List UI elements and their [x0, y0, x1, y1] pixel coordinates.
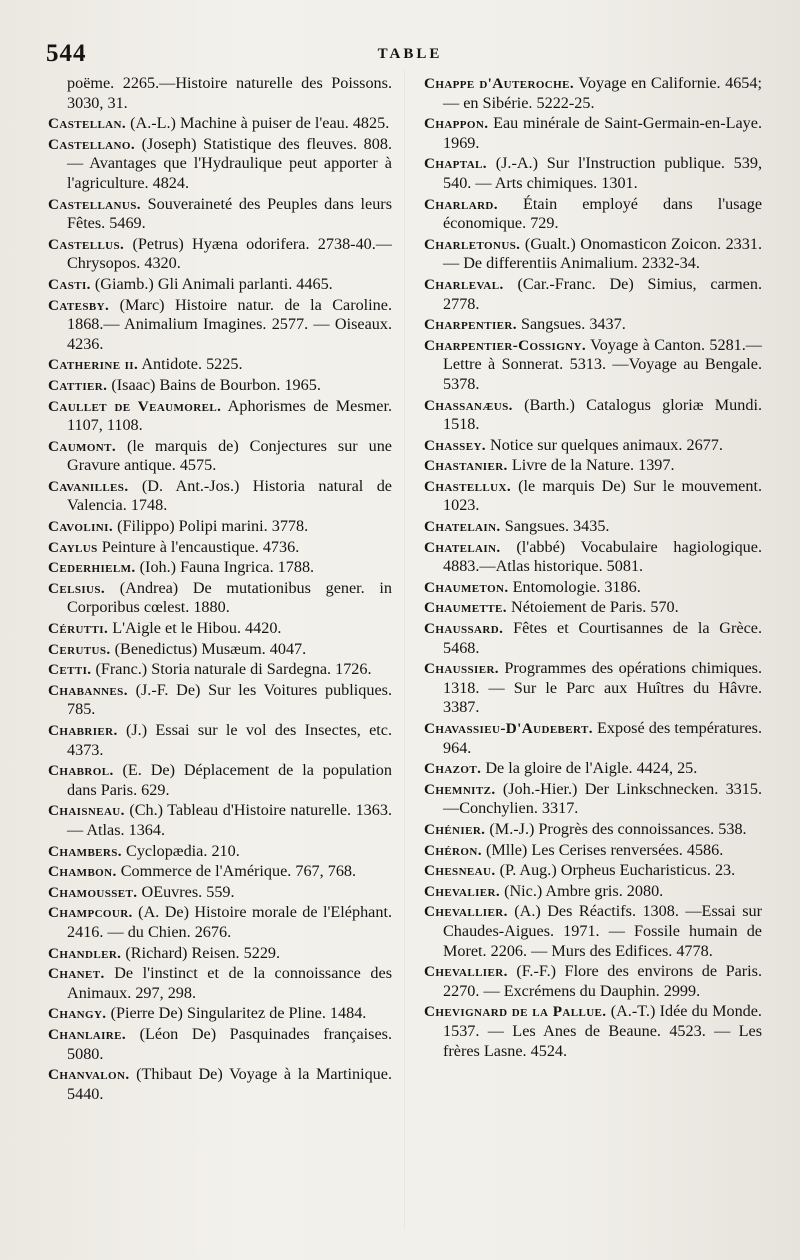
entry-author: Chanvalon. [48, 1066, 130, 1084]
entry-text: (Ch.) Tableau d'Histoire naturelle. 1363. — Atlas. 1364. [67, 801, 392, 839]
index-entry [424, 759, 762, 779]
index-entry [424, 195, 762, 234]
index-entry [48, 842, 392, 862]
entry-author: Chambon. [48, 863, 117, 881]
entry-text: Peinture à l'encaustique. 4736. [97, 537, 300, 556]
index-entry [48, 640, 392, 660]
entry-text: Étain employé dans l'usage économique. 729. [443, 194, 762, 233]
entry-author: Castellano. [48, 135, 136, 153]
entry-text: poëme. 2265.—Histoire naturelle des Poissons. 3030, 31. [67, 74, 392, 112]
entry-author: Chaisneau. [48, 802, 125, 820]
entry-text: Fêtes et Courtisannes de la Grèce. 5468. [443, 619, 762, 657]
index-entry [48, 1004, 392, 1024]
entry-text: Antidote. 5225. [138, 355, 243, 374]
index-entry [424, 719, 762, 758]
index-entry [48, 355, 392, 375]
index-entry [48, 579, 392, 618]
entry-text: OEuvres. 559. [137, 882, 235, 901]
entry-text: (D. Ant.-Jos.) Historia natural de Valencia. 1748. [67, 476, 392, 515]
index-entry [424, 598, 762, 618]
index-entry [48, 964, 392, 1003]
entry-text: Voyage en Californie. 4654; — en Sibérie. 5222-25. [443, 74, 762, 112]
index-entry [48, 883, 392, 903]
entry-author: Celsius. [48, 579, 106, 597]
index-entry [424, 154, 762, 193]
entry-author: Castellanus. [48, 195, 141, 213]
index-entry [424, 780, 762, 819]
entry-author: Castellus. [48, 235, 125, 253]
index-entry [424, 114, 762, 153]
entry-author: Chanet. [48, 965, 105, 983]
entry-text: (P. Aug.) Orpheus Eucharisticus. 23. [495, 861, 736, 880]
index-entry [424, 315, 762, 335]
entry-author: Chaumette. [424, 599, 507, 617]
index-entry [424, 861, 762, 881]
index-entry [424, 235, 762, 274]
index-entry [48, 1025, 392, 1064]
entry-text: (Benedictus) Musæum. 4047. [110, 639, 307, 658]
entry-text: (J.) Essai sur le vol des Insectes, etc. 4373. [67, 721, 392, 759]
index-entry [424, 275, 762, 314]
entry-text: (Marc) Histoire natur. de la Caroline. 1868.— Animalium Imagines. 2577. — Oiseaux. 4236. [67, 295, 392, 353]
entry-text: Sangsues. 3437. [516, 315, 626, 334]
entry-text: (A.-T.) Idée du Monde. 1537. — Les Anes de Beaune. 4523. — Les frères Lasne. 4524. [443, 1002, 762, 1060]
index-entry [424, 659, 762, 718]
entry-text: (Ioh.) Fauna Ingrica. 1788. [135, 558, 315, 577]
entry-text: (Car.-Franc. De) Simius, carmen. 2778. [443, 274, 762, 313]
entry-text: L'Aigle et le Hibou. 4420. [108, 619, 282, 638]
entry-text: (Filippo) Polipi marini. 3778. [113, 517, 309, 536]
entry-text: (Giamb.) Gli Animali parlanti. 4465. [90, 274, 333, 293]
entry-author: Chevallier. [424, 903, 508, 921]
index-entry [48, 135, 392, 194]
entry-text: (F.-F.) Flore des environs de Paris. 2270. — Excrémens du Dauphin. 2999. [443, 962, 762, 1000]
index-entry [48, 376, 392, 396]
index-entry [48, 397, 392, 436]
index-entry [424, 578, 762, 598]
entry-author: Chatelain. [424, 538, 501, 556]
entry-text: De la gloire de l'Aigle. 4424, 25. [481, 759, 698, 778]
entry-author: Chassanæus. [424, 396, 513, 414]
entry-text: Entomologie. 3186. [508, 577, 641, 596]
entry-author: Cavolini. [48, 518, 114, 536]
index-entry [424, 962, 762, 1001]
entry-text: (Léon De) Pasquinades françaises. 5080. [67, 1024, 392, 1063]
index-entry [424, 456, 762, 476]
entry-text: (A. De) Histoire morale de l'Eléphant. 2416. — du Chien. 2676. [67, 903, 392, 941]
entry-text: Cyclopædia. 210. [121, 841, 240, 860]
entry-text: (le marquis De) Sur le mouvement. 1023. [443, 476, 762, 515]
entry-text: (Joseph) Statistique des fleuves. 808. — Avantages que l'Hydraulique peut apporter à l'agriculture. 4824. [67, 134, 392, 192]
entry-author: Cérutti. [48, 620, 109, 638]
entry-author: Chabrier. [48, 722, 118, 739]
index-entry [424, 396, 762, 435]
entry-author: Chevignard de la Pallue. [424, 1003, 607, 1021]
entry-text: Exposé des températures. 964. [443, 719, 762, 757]
entry-author: Chambers. [48, 842, 122, 860]
entry-text: De l'instinct et de la connoissance des Animaux. 297, 298. [67, 964, 392, 1002]
index-entry [48, 296, 392, 355]
entry-text: Eau minérale de Saint-Germain-en-Laye. 1969. [443, 114, 762, 152]
entry-text: (Franc.) Storia naturale di Sardegna. 1726. [91, 660, 372, 679]
entry-text: (J.-A.) Sur l'Instruction publique. 539, 540. — Arts chimiques. 1301. [443, 154, 762, 192]
entry-author: Chanlaire. [48, 1025, 127, 1043]
entry-author: Caullet de Veaumorel. [48, 397, 222, 415]
entry-text: Nétoiement de Paris. 570. [506, 598, 679, 617]
entry-author: Chemnitz. [424, 780, 496, 798]
entry-author: Castellan. [48, 115, 127, 133]
entry-author: Chavassieu-D'Audebert. [424, 720, 593, 737]
index-entry [48, 538, 392, 558]
index-entry [48, 761, 392, 800]
entry-author: Chandler. [48, 944, 122, 962]
index-entry [48, 862, 392, 882]
index-entry [48, 437, 392, 476]
entry-author: Chesneau. [424, 862, 496, 880]
entry-text: (Gualt.) Onomasticon Zoicon. 2331. — De differentiis Animalium. 2332-34. [443, 234, 762, 273]
index-entry [424, 902, 762, 961]
entry-author: Chaumeton. [424, 578, 509, 596]
entry-author: Cavanilles. [48, 477, 129, 495]
entry-text: (Pierre De) Singularitez de Pline. 1484. [106, 1004, 367, 1023]
entry-author: Chazot. [424, 760, 482, 778]
page-header [40, 40, 780, 76]
entry-text: Souveraineté des Peuples dans leurs Fêtes. 5469. [67, 194, 392, 233]
entry-author: Catesby. [48, 296, 110, 314]
entry-author: Champcour. [48, 904, 133, 922]
entry-author: Cederhielm. [48, 559, 136, 577]
index-entry [48, 275, 392, 295]
index-entry [424, 841, 762, 861]
index-entry [48, 74, 392, 113]
index-entry [424, 882, 762, 902]
index-entry [48, 619, 392, 639]
entry-text: (Richard) Reisen. 5229. [121, 943, 281, 962]
entry-author: Cattier. [48, 376, 108, 394]
entry-text: (le marquis de) Conjectures sur une Gravure antique. 4575. [67, 436, 392, 475]
entry-text: (l'abbé) Vocabulaire hagiologique. 4883.—Atlas historique. 5081. [443, 537, 762, 576]
entry-text: (Mlle) Les Cerises renversées. 4586. [481, 840, 724, 859]
entry-author: Chastellux. [424, 477, 512, 495]
entry-author: Charlard. [424, 195, 498, 213]
column-gutter [404, 70, 405, 1230]
entry-text: (A.) Des Réactifs. 1308. —Essai sur Chaudes-Aigues. 1971. — Fossile humain de Moret. 2206. — Murs des Edifices. 4778. [443, 902, 762, 960]
entry-author: Chaussier. [424, 660, 500, 678]
index-entry [424, 517, 762, 537]
entry-author: Chéron. [424, 841, 482, 859]
entry-author: Chatelain. [424, 518, 501, 536]
entry-text: Commerce de l'Amérique. 767, 768. [116, 862, 357, 881]
entry-text: (M.-J.) Progrès des connoissances. 538. [485, 819, 747, 838]
entry-author: Caylus [48, 538, 98, 556]
entry-author: Charpentier-Cossigny. [424, 336, 587, 354]
entry-text: Aphorismes de Mesmer. 1107, 1108. [67, 396, 392, 435]
entry-author: Cetti. [48, 661, 92, 679]
entry-text: Voyage à Canton. 5281.—Lettre à Sonnerat. 5313. —Voyage au Bengale. 5378. [443, 335, 762, 393]
entry-text: Notice sur quelques animaux. 2677. [485, 435, 723, 454]
index-entry [48, 681, 392, 720]
entry-author: Chaussard. [424, 620, 504, 638]
index-entry [48, 1065, 392, 1104]
index-column-left [48, 74, 392, 1105]
index-entry [48, 195, 392, 234]
entry-author: Chamousset. [48, 883, 138, 901]
index-entry [424, 74, 762, 113]
entry-text: Livre de la Nature. 1397. [507, 456, 675, 475]
index-entry [424, 820, 762, 840]
entry-text: (J.-F. De) Sur les Voitures publiques. 785. [67, 680, 392, 719]
entry-author: Catherine ii. [48, 356, 139, 374]
entry-author: Chénier. [424, 820, 486, 838]
index-entry [424, 619, 762, 658]
entry-author: Chassey. [424, 436, 486, 454]
page-number: 544 [46, 40, 87, 67]
index-entry [48, 903, 392, 942]
entry-author: Charleval. [424, 275, 504, 293]
index-column-right [424, 74, 762, 1062]
index-entry [424, 336, 762, 395]
entry-author: Charpentier. [424, 316, 517, 334]
entry-author: Chevalier. [424, 882, 501, 900]
entry-author: Chappe d'Auteroche. [424, 75, 575, 92]
index-entry [48, 477, 392, 516]
entry-author: Chaptal. [424, 155, 487, 173]
entry-author: Chabannes. [48, 681, 128, 699]
index-entry [424, 477, 762, 516]
entry-text: (E. De) Déplacement de la population dans Paris. 629. [67, 761, 392, 799]
entry-text: (Petrus) Hyæna odorifera. 2738-40.—Chrysopos. 4320. [67, 234, 392, 273]
index-entry [48, 114, 392, 134]
entry-author: Caumont. [48, 437, 117, 455]
index-entry [424, 436, 762, 456]
index-entry [48, 235, 392, 274]
index-entry [48, 721, 392, 760]
index-entry [48, 660, 392, 680]
index-entry [48, 558, 392, 578]
entry-text: (Thibaut De) Voyage à la Martinique. 5440. [67, 1065, 392, 1103]
entry-author: Chabrol. [48, 762, 114, 780]
entry-author: Changy. [48, 1005, 107, 1023]
entry-text: (Nic.) Ambre gris. 2080. [500, 881, 664, 900]
entry-text: (Andrea) De mutationibus gener. in Corporibus cœlest. 1880. [67, 578, 392, 617]
index-entry [424, 538, 762, 577]
entry-text: (A.-L.) Machine à puiser de l'eau. 4825. [126, 114, 390, 133]
entry-author: Chevallier. [424, 963, 508, 981]
entry-author: Chastanier. [424, 457, 508, 475]
entry-text: (Isaac) Bains de Bourbon. 1965. [107, 375, 321, 394]
running-title: TABLE [377, 46, 443, 62]
entry-text: (Barth.) Catalogus gloriæ Mundi. 1518. [443, 395, 762, 434]
index-entry [48, 944, 392, 964]
entry-author: Cerutus. [48, 640, 111, 658]
entry-author: Charletonus. [424, 235, 521, 253]
entry-text: Sangsues. 3435. [500, 517, 610, 536]
entry-text: Programmes des opérations chimiques. 1318. — Sur le Parc aux Huîtres du Hâvre. 3387. [443, 659, 762, 717]
index-entry [424, 1002, 762, 1061]
entry-author: Casti. [48, 275, 91, 293]
index-entry [48, 517, 392, 537]
entry-author: Chappon. [424, 115, 489, 133]
entry-text: (Joh.-Hier.) Der Linkschnecken. 3315.—Conchylien. 3317. [443, 779, 762, 818]
index-entry [48, 801, 392, 840]
